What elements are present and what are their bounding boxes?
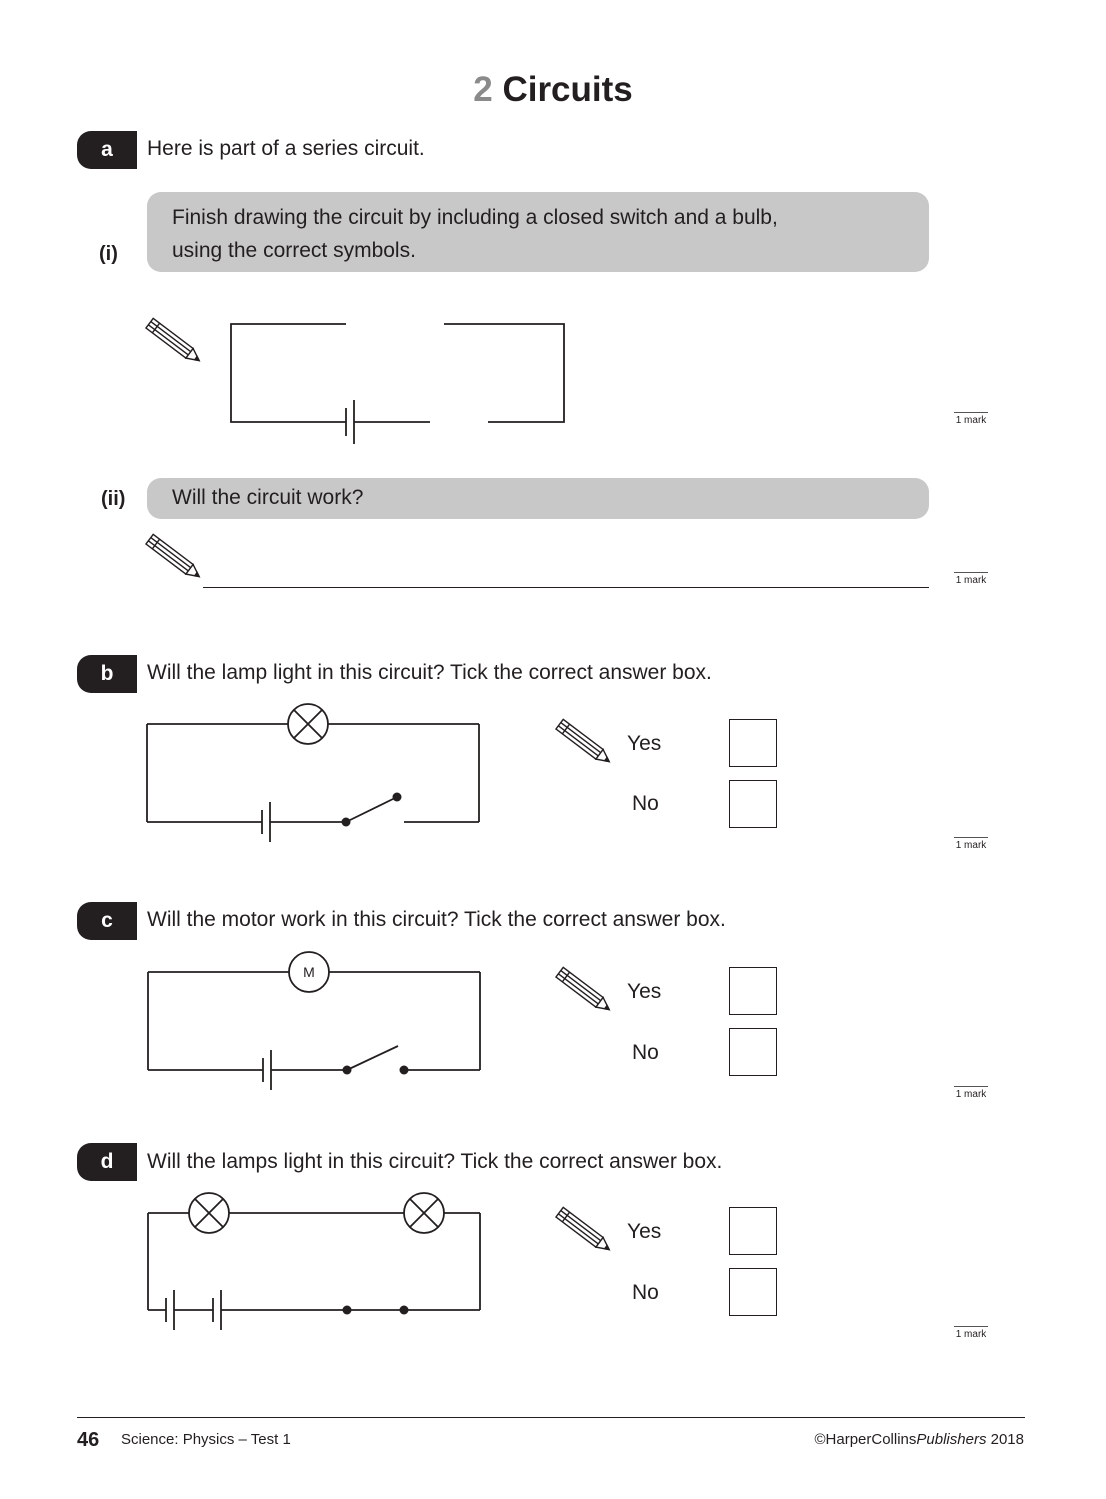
answer-label-yes: Yes (627, 980, 662, 1003)
answer-label-yes: Yes (627, 732, 662, 755)
subpart-label-ii: (ii) (101, 488, 126, 510)
mark-a-ii: 1 mark (954, 572, 988, 586)
question-label-c: c (77, 902, 137, 940)
footer-divider (77, 1417, 1025, 1418)
footer-subject: Science: Physics – Test 1 (121, 1431, 291, 1448)
pencil-icon (558, 1211, 610, 1253)
copyright-prefix: ©HarperCollins (814, 1431, 917, 1448)
tick-box-yes-d[interactable] (729, 1207, 777, 1255)
section-title: Circuits (502, 70, 633, 109)
mark-a-i: 1 mark (954, 412, 988, 426)
question-label-b: b (77, 655, 137, 693)
mark-d: 1 mark (954, 1326, 988, 1340)
instruction-text-ii: Will the circuit work? (172, 486, 364, 509)
question-label-a: a (77, 131, 137, 169)
lamp-symbol (189, 1193, 229, 1233)
lamp-symbol (404, 1193, 444, 1233)
answer-label-no: No (632, 1041, 659, 1064)
question-label-d: d (77, 1143, 137, 1181)
motor-symbol-label: M (303, 964, 315, 980)
instruction-line-1: Finish drawing the circuit by including a closed switch and a bulb, (172, 206, 778, 229)
page-number: 46 (77, 1429, 100, 1451)
question-text-a: Here is part of a series circuit. (147, 137, 425, 160)
question-text-b: Will the lamp light in this circuit? Tick the correct answer box. (147, 661, 712, 684)
tick-box-no-d[interactable] (729, 1268, 777, 1316)
answer-label-yes: Yes (627, 1220, 662, 1243)
answer-label-no: No (632, 792, 659, 815)
mark-c: 1 mark (954, 1086, 988, 1100)
answer-label-no: No (632, 1281, 659, 1304)
section-number: 2 (473, 70, 493, 109)
copyright-year: 2018 (986, 1431, 1024, 1448)
copyright-publishers: Publishers (916, 1431, 987, 1448)
question-text-d: Will the lamps light in this circuit? Tick the correct answer box. (147, 1150, 723, 1173)
subpart-label-i: (i) (99, 243, 118, 265)
footer-copyright (814, 1431, 1024, 1448)
mark-b: 1 mark (954, 837, 988, 851)
question-text-c: Will the motor work in this circuit? Tick the correct answer box. (147, 908, 726, 931)
instruction-line-2: using the correct symbols. (172, 239, 416, 262)
